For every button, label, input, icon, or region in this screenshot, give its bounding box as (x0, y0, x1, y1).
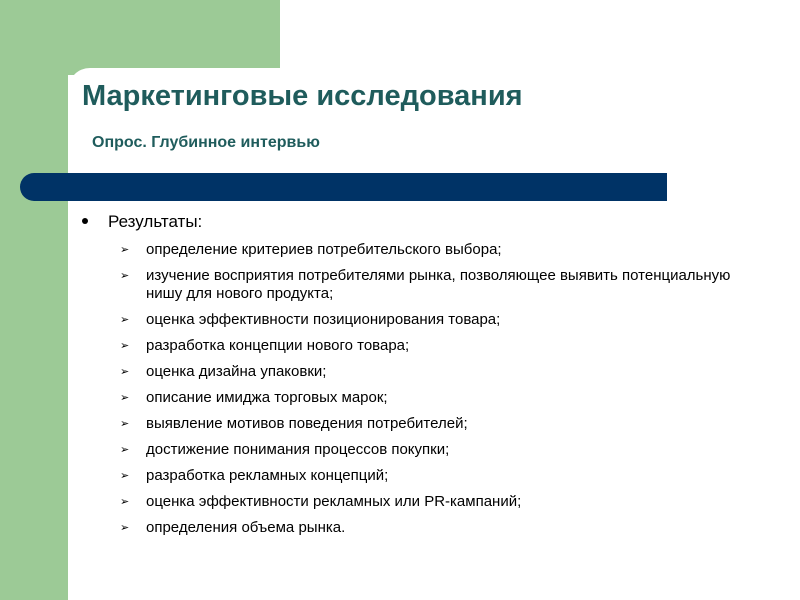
sub-bullet-item (120, 519, 760, 537)
arrow-bullet-icon: ➢ (120, 340, 130, 352)
sub-bullet-item (120, 267, 760, 303)
arrow-bullet-icon: ➢ (120, 366, 130, 378)
sub-bullet-text: определение критериев потребительского выбора; (146, 241, 502, 258)
sub-bullet-text: изучение восприятия потребителями рынка, позволяющее выявить потенциальную нишу для нового продукта; (146, 267, 731, 302)
sub-bullet-item (120, 241, 760, 259)
sub-bullet-item (120, 493, 760, 511)
arrow-bullet-icon: ➢ (120, 444, 130, 456)
arrow-bullet-icon: ➢ (120, 418, 130, 430)
sub-bullet-text: определения объема рынка. (146, 519, 346, 536)
slide-subtitle: Опрос. Глубинное интервью (92, 134, 320, 151)
sub-bullet-item (120, 337, 760, 355)
sub-bullet-text: оценка эффективности позиционирования товара; (146, 311, 501, 328)
main-bullet-text: Результаты: (108, 212, 203, 231)
arrow-bullet-icon: ➢ (120, 496, 130, 508)
sub-bullet-text: оценка дизайна упаковки; (146, 363, 327, 380)
arrow-bullet-icon: ➢ (120, 522, 130, 534)
arrow-bullet-icon: ➢ (120, 314, 130, 326)
sub-bullet-item (120, 389, 760, 407)
sub-bullet-text: разработка концепции нового товара; (146, 337, 410, 354)
sub-bullet-text: достижение понимания процессов покупки; (146, 441, 450, 458)
sub-bullet-item (120, 363, 760, 381)
arrow-bullet-icon: ➢ (120, 470, 130, 482)
sub-bullet-item (120, 467, 760, 485)
arrow-bullet-icon: ➢ (120, 270, 130, 282)
sub-bullet-item (120, 441, 760, 459)
bullet-dot-icon (82, 218, 88, 224)
sub-bullet-list (120, 241, 760, 545)
sub-bullet-text: описание имиджа торговых марок; (146, 389, 388, 406)
arrow-bullet-icon: ➢ (120, 244, 130, 256)
sub-bullet-item (120, 415, 760, 433)
slide-title: Маркетинговые исследования (82, 80, 523, 112)
decorative-navy-bar (20, 173, 667, 201)
arrow-bullet-icon: ➢ (120, 392, 130, 404)
sub-bullet-text: выявление мотивов поведения потребителей; (146, 415, 468, 432)
sub-bullet-text: оценка эффективности рекламных или PR-кампаний; (146, 493, 522, 510)
sub-bullet-item (120, 311, 760, 329)
main-bullet (82, 212, 202, 232)
sub-bullet-text: разработка рекламных концепций; (146, 467, 389, 484)
decorative-green-strip-left (0, 0, 68, 600)
